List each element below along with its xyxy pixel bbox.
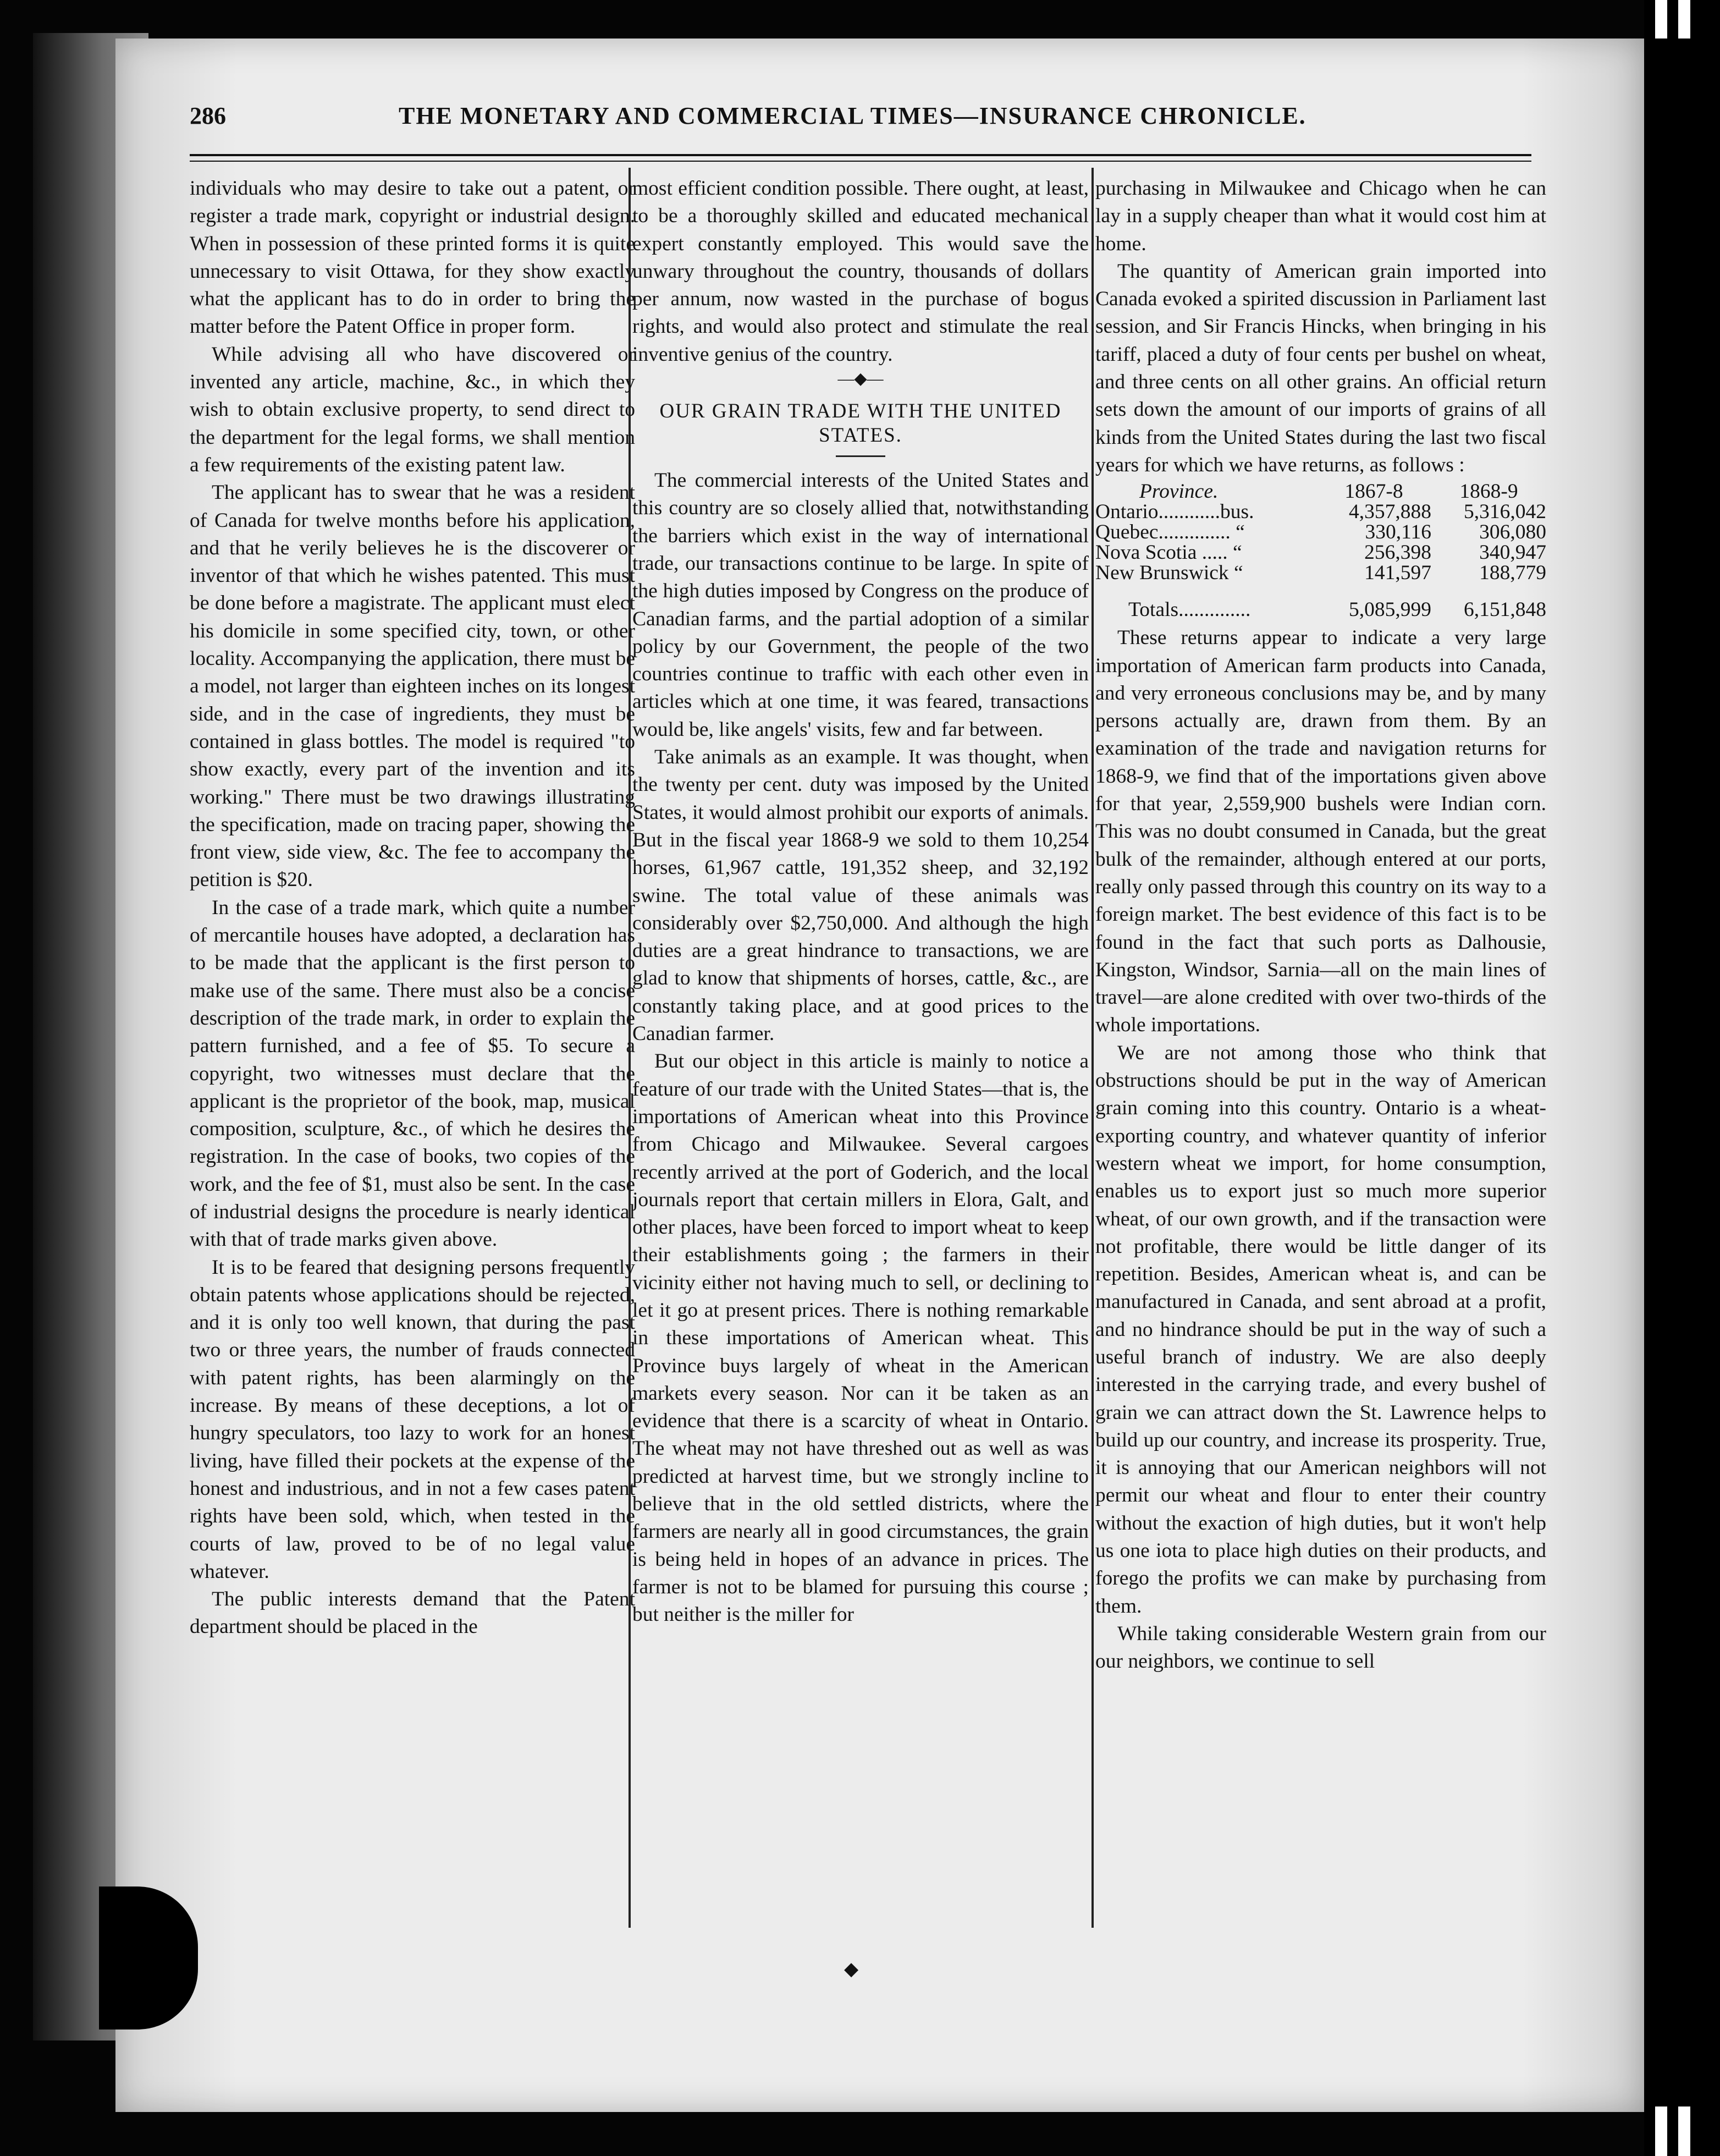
film-mark <box>1655 2106 1667 2156</box>
paragraph: Take animals as an example. It was thought, when the twenty per cent. duty was imposed by the United States, it would almost prohibit our exports of animals. But in the fiscal year 1868-9 we sold to them 10,254 horses, 61,967 cattle, 191,352 sheep, and 32,192 swine. The total value of these animals was considerably over $2,750,000. And although the high duties are a great hindrance to transactions, we are glad to know that shipments of horses, cattle, &c., are constantly taking place, and at good prices to the Canadian farmer. <box>632 746 1089 1046</box>
header-rule <box>190 154 1531 156</box>
paragraph: In the case of a trade mark, which quite a number of mercantile houses have adopted, a declaration has to be made that the applicant is the first person to make use of the same. There must also be a concise description of the trade mark, in order to explain the pattern furnished, and a fee of $5. To secure a copyright, two witnesses must declare that the applicant is the proprietor of the book, map, musical composition, sculpture, &c., of which he desires the registration. In the case of books, two copies of the work, and the fee of $1, must also be sent. In the case of industrial designs the procedure is nearly identical with that of trade marks given above. <box>190 896 635 1251</box>
table-row <box>1095 542 1546 563</box>
value-cell: 141,597 <box>1364 562 1431 585</box>
film-mark <box>1678 0 1690 38</box>
totals-label: Totals.............. <box>1128 598 1251 622</box>
table-header-row <box>1095 481 1546 502</box>
paragraph: The commercial interests of the United States and this country are so closely allied that, notwithstanding the barriers which exist in the way of international trade, our transactions continue to be large. In spite of the high duties imposed by Congress on the produce of Canadian farms, and the partial adoption of a similar policy by our Government, the people of the two countries continue to traffic with each other even in articles which at one time, it was feared, transactions would be, like angels' visits, few and far between. <box>632 469 1089 741</box>
header-rule-thin <box>190 161 1531 162</box>
column-3 <box>1095 175 1546 1676</box>
province-cell: New Brunswick “ <box>1095 562 1243 585</box>
table-row <box>1095 522 1546 542</box>
value-cell: 188,779 <box>1479 562 1546 585</box>
column-divider <box>1091 168 1094 1928</box>
paragraph: While advising all who have discovered or invented any article, machine, &c., in which they wish to obtain exclusive property, to send direct to the department for the legal forms, we shall mention a few requirements of the existing patent law. <box>190 343 635 476</box>
table-header: Province. <box>1139 480 1219 503</box>
section-ornament: —◆— <box>837 370 884 388</box>
paragraph: individuals who may desire to take out a patent, or register a trade mark, copyright or industrial design. When in possession of these printed forms it is quite unnecessary to visit Ottawa, for they show exactly what the applicant has to do in order to bring the matter before the Patent Office in proper form. <box>190 177 635 338</box>
running-title: THE MONETARY AND COMMERCIAL TIMES—INSURANCE CHRONICLE. <box>399 102 1306 129</box>
page-number: 286 <box>190 102 226 129</box>
heading-rule <box>836 455 885 457</box>
paragraph: The quantity of American grain imported into Canada evoked a spirited discussion in Parliament last session, and Sir Francis Hincks, when bringing in his tariff, placed a duty of four cents per bushel on wheat, and three cents on all other grains. An official return sets down the amount of our imports of grains of all kinds from the United States during the last two fiscal years for which we have returns, as follows : <box>1095 260 1546 476</box>
province-cell: Ontario............bus. <box>1095 501 1254 524</box>
paragraph: These returns appear to indicate a very large importation of American farm products into Canada, and very erroneous conclusions may be, and by many persons actually are, drawn from them. By an examination of the trade and navigation returns for 1868-9, we find that of the importations given above for that year, 2,559,900 bushels were Indian corn. This was no doubt consumed in Canada, but the great bulk of the remainder, although entered at our ports, really only passed through this country on its way to a foreign market. The best evidence of this fact is to be found in the fact that such ports as Dalhousie, Kingston, Windsor, Sarnia—all on the main lines of travel—are alone credited with over two-thirds of the whole importations. <box>1095 626 1546 1037</box>
value-cell: 5,316,042 <box>1464 501 1546 524</box>
column-1 <box>190 175 635 1641</box>
province-cell: Quebec.............. “ <box>1095 521 1245 544</box>
value-cell: 340,947 <box>1479 541 1546 564</box>
table-row <box>1095 563 1546 583</box>
value-cell: 306,080 <box>1479 521 1546 544</box>
column-2 <box>632 175 1089 1629</box>
film-mark <box>1655 0 1667 38</box>
paragraph: We are not among those who think that obstructions should be put in the way of American grain coming into this country. Ontario is a wheat-exporting country, and whatever quantity of inferior western wheat we import, for home consumption, enables us to export just so much more superior wheat, of our own growth, and if the transaction were not profitable, there would be little danger of its repetition. Besides, American wheat is, and can be manufactured in Canada, and sent abroad at a profit, and no hindrance should be put in the way of such a useful branch of industry. We are also deeply interested in the carrying trade, and every bushel of grain we can attract down the St. Lawrence helps to build up our country, and increase its prosperity. True, it is annoying that our American neighbors will not permit our wheat and flour to enter their country without the exaction of high duties, but it won't help us one iota to place high duties on their products, and forego the profits we can make by purchasing from them. <box>1095 1041 1546 1618</box>
page-header <box>190 102 1531 140</box>
totals-row <box>1095 583 1546 620</box>
paragraph: purchasing in Milwaukee and Chicago when he can lay in a supply cheaper than what it would cost him at home. <box>1095 177 1546 255</box>
article-heading: OUR GRAIN TRADE WITH THE UNITED STATES. <box>659 400 1062 447</box>
value-cell: 4,357,888 <box>1348 501 1431 524</box>
paragraph: It is to be feared that designing persons frequently obtain patents whose applications should be rejected, and it is only too well known, that during the past two or three years, the number of frauds connected with patent rights, has been alarmingly on the increase. By means of these deceptions, a lot of hungry speculators, too lazy to work for an honest living, have filled their pockets at the expense of the honest and industrious, and in not a few cases patent rights have been sold, which, when tested in the courts of law, proved to be of no legal value whatever. <box>190 1256 635 1583</box>
totals-cell: 5,085,999 <box>1348 598 1431 622</box>
scanner-thumb-shadow <box>99 1887 198 2030</box>
table-header: 1867-8 <box>1344 480 1403 503</box>
table-header: 1868-9 <box>1459 480 1518 503</box>
totals-cell: 6,151,848 <box>1464 598 1546 622</box>
paragraph: most efficient condition possible. There ought, at least, to be a thoroughly skilled and educated mechanical expert constantly employed. This would save the unwary throughout the country, thousands of dollars per annum, now wasted in the purchase of bogus rights, and would also protect and stimulate the real inventive genius of the country. <box>632 177 1089 366</box>
paragraph: But our object in this article is mainly to notice a feature of our trade with the United States—that is, the importations of American wheat into this Province from Chicago and Milwaukee. Several cargoes recently arrived at the port of Goderich, and the local journals report that certain millers in Elora, Galt, and other places, have been forced to import wheat to keep their establishments going ; the farmers in their vicinity either not having much to sell, or declining to let it go at present prices. There is nothing remarkable in these importations of American wheat. This Province buys largely of wheat in the American markets every season. Nor can it be taken as an evidence that there is a scarcity of wheat in Ontario. The wheat may not have threshed out as well as was predicted at harvest time, but we strongly incline to believe that in the old settled districts, where the farmers are nearly all in good circumstances, the grain is being held in hopes of an advance in prices. The farmer is not to be blamed for pursuing this course ; but neither is the miller for <box>632 1050 1089 1626</box>
province-cell: Nova Scotia ..... “ <box>1095 541 1242 564</box>
value-cell: 330,116 <box>1365 521 1431 544</box>
value-cell: 256,398 <box>1364 541 1431 564</box>
film-mark <box>1678 2106 1690 2156</box>
paragraph: The applicant has to swear that he was a resident of Canada for twelve months before his application, and that he verily believes he is the discoverer or inventor of that which he wishes patented. This must be done before a magistrate. The applicant must elect his domicile in some specified city, town, or other locality. Accompanying the application, there must be a model, not larger than eighteen inches on its longest side, and in the case of ingredients, they must be contained in glass bottles. The model is required "to show exactly, every part of the invention and its working." There must be two drawings illustrating the specification, made on tracing paper, showing the front view, side view, &c. The fee to accompany the petition is $20. <box>190 481 635 892</box>
table-row <box>1095 502 1546 522</box>
paragraph: The public interests demand that the Patent department should be placed in the <box>190 1588 635 1638</box>
paragraph: While taking considerable Western grain from our our neighbors, we continue to sell <box>1095 1622 1546 1673</box>
grain-imports-table <box>1095 481 1546 620</box>
film-strip <box>1644 0 1720 2156</box>
bottom-ornament: ◆ <box>844 1959 859 1979</box>
